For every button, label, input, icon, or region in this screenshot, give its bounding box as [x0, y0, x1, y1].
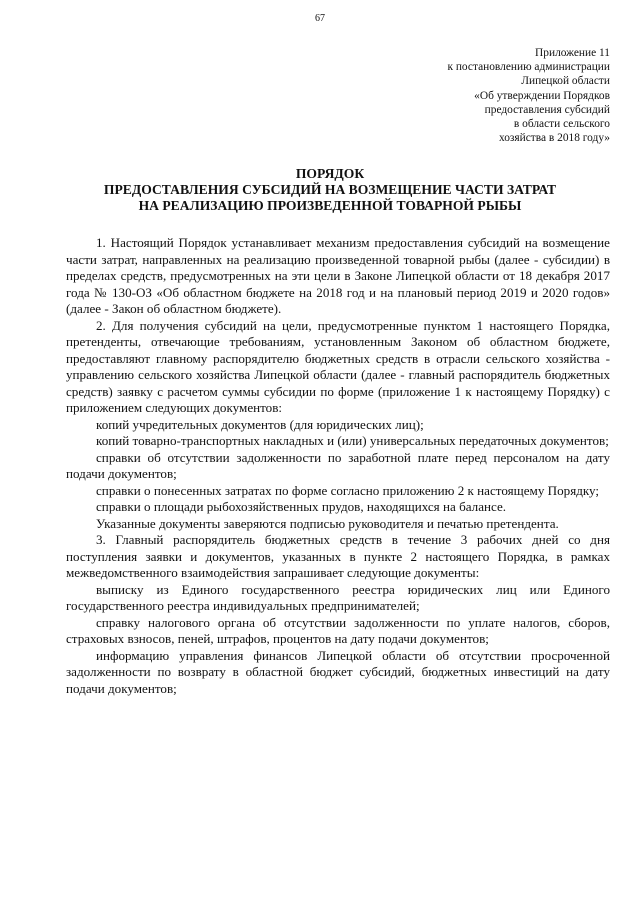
appendix-line: хозяйства в 2018 году»: [498, 132, 610, 145]
appendix-line: Липецкой области: [521, 75, 610, 88]
appendix-line: «Об утверждении Порядков: [474, 89, 610, 102]
paragraph: справки о площади рыбохозяйственных прудов, находящихся на балансе.: [96, 499, 507, 514]
paragraph: справку налогового органа об отсутствии задолженности по уплате налогов, сборов, страховых взносов, пеней, штрафов, процентов на дату подачи документов;: [66, 614, 610, 646]
document-title: [60, 166, 600, 213]
paragraph: информацию управления финансов Липецкой области об отсутствии просроченной задолженности по возврату в областной бюджет субсидий, бюджетных инвестиций на дату подачи документов;: [66, 647, 610, 696]
paragraph: 1. Настоящий Порядок устанавливает механизм предоставления субсидий на возмещение части затрат, направленных на реализацию произведенной товарной рыбы (далее - субсидии) в пределах средств, предусмотренных на эти цели в Законе Липецкой области от 18 декабря 2017 года № 130-ОЗ «Об областном бюджете на 2018 год и на плановый период 2019 и 2020 годов» (далее - Закон об областном бюджете).: [66, 235, 610, 316]
paragraph: копий товарно-транспортных накладных и (или) универсальных передаточных документов;: [96, 433, 609, 448]
title-line: ПОРЯДОК: [295, 166, 365, 181]
paragraph: выписку из Единого государственного реестра юридических лиц или Единого государственного реестра индивидуальных предпринимателей;: [66, 581, 610, 613]
appendix-block: [350, 46, 610, 145]
paragraph: Указанные документы заверяются подписью руководителя и печатью претендента.: [96, 515, 559, 531]
paragraph: 2. Для получения субсидий на цели, предусмотренные пунктом 1 настоящего Порядка, претенденты, отвечающие требованиям, установленным Законом об областном бюджете, предоставляют главному распорядителю бюджетных средств в отрасли сельского хозяйства - управлению сельского хозяйства Липецкой области (далее - главный распорядитель бюджетных средств) заявку с расчетом суммы субсидии по форме (приложение 1 к настоящему Порядку) с приложением следующих документов:: [66, 317, 610, 415]
appendix-line: в области сельского: [513, 118, 610, 131]
appendix-line: Приложение 11: [535, 47, 610, 59]
appendix-line: к постановлению администрации: [447, 61, 610, 74]
page-number: 67: [315, 13, 325, 24]
document-body: [66, 235, 610, 697]
paragraph: копий учредительных документов (для юридических лиц);: [96, 416, 424, 432]
title-line: НА РЕАЛИЗАЦИЮ ПРОИЗВЕДЕННОЙ ТОВАРНОЙ РЫБЫ: [138, 197, 522, 213]
paragraph: 3. Главный распорядитель бюджетных средств в течение 3 рабочих дней со дня поступления заявки и документов, указанных в пункте 2 настоящего Порядка, в рамках межведомственного взаимодействия запрашивает следующие документы:: [66, 532, 610, 580]
title-line: ПРЕДОСТАВЛЕНИЯ СУБСИДИЙ НА ВОЗМЕЩЕНИЕ ЧАСТИ ЗАТРАТ: [103, 181, 557, 197]
paragraph: справки об отсутствии задолженности по заработной плате перед персоналом на дату подачи документов;: [66, 449, 610, 481]
paragraph: справки о понесенных затратах по форме согласно приложению 2 к настоящему Порядку;: [96, 482, 600, 498]
appendix-line: предоставления субсидий: [484, 103, 610, 116]
